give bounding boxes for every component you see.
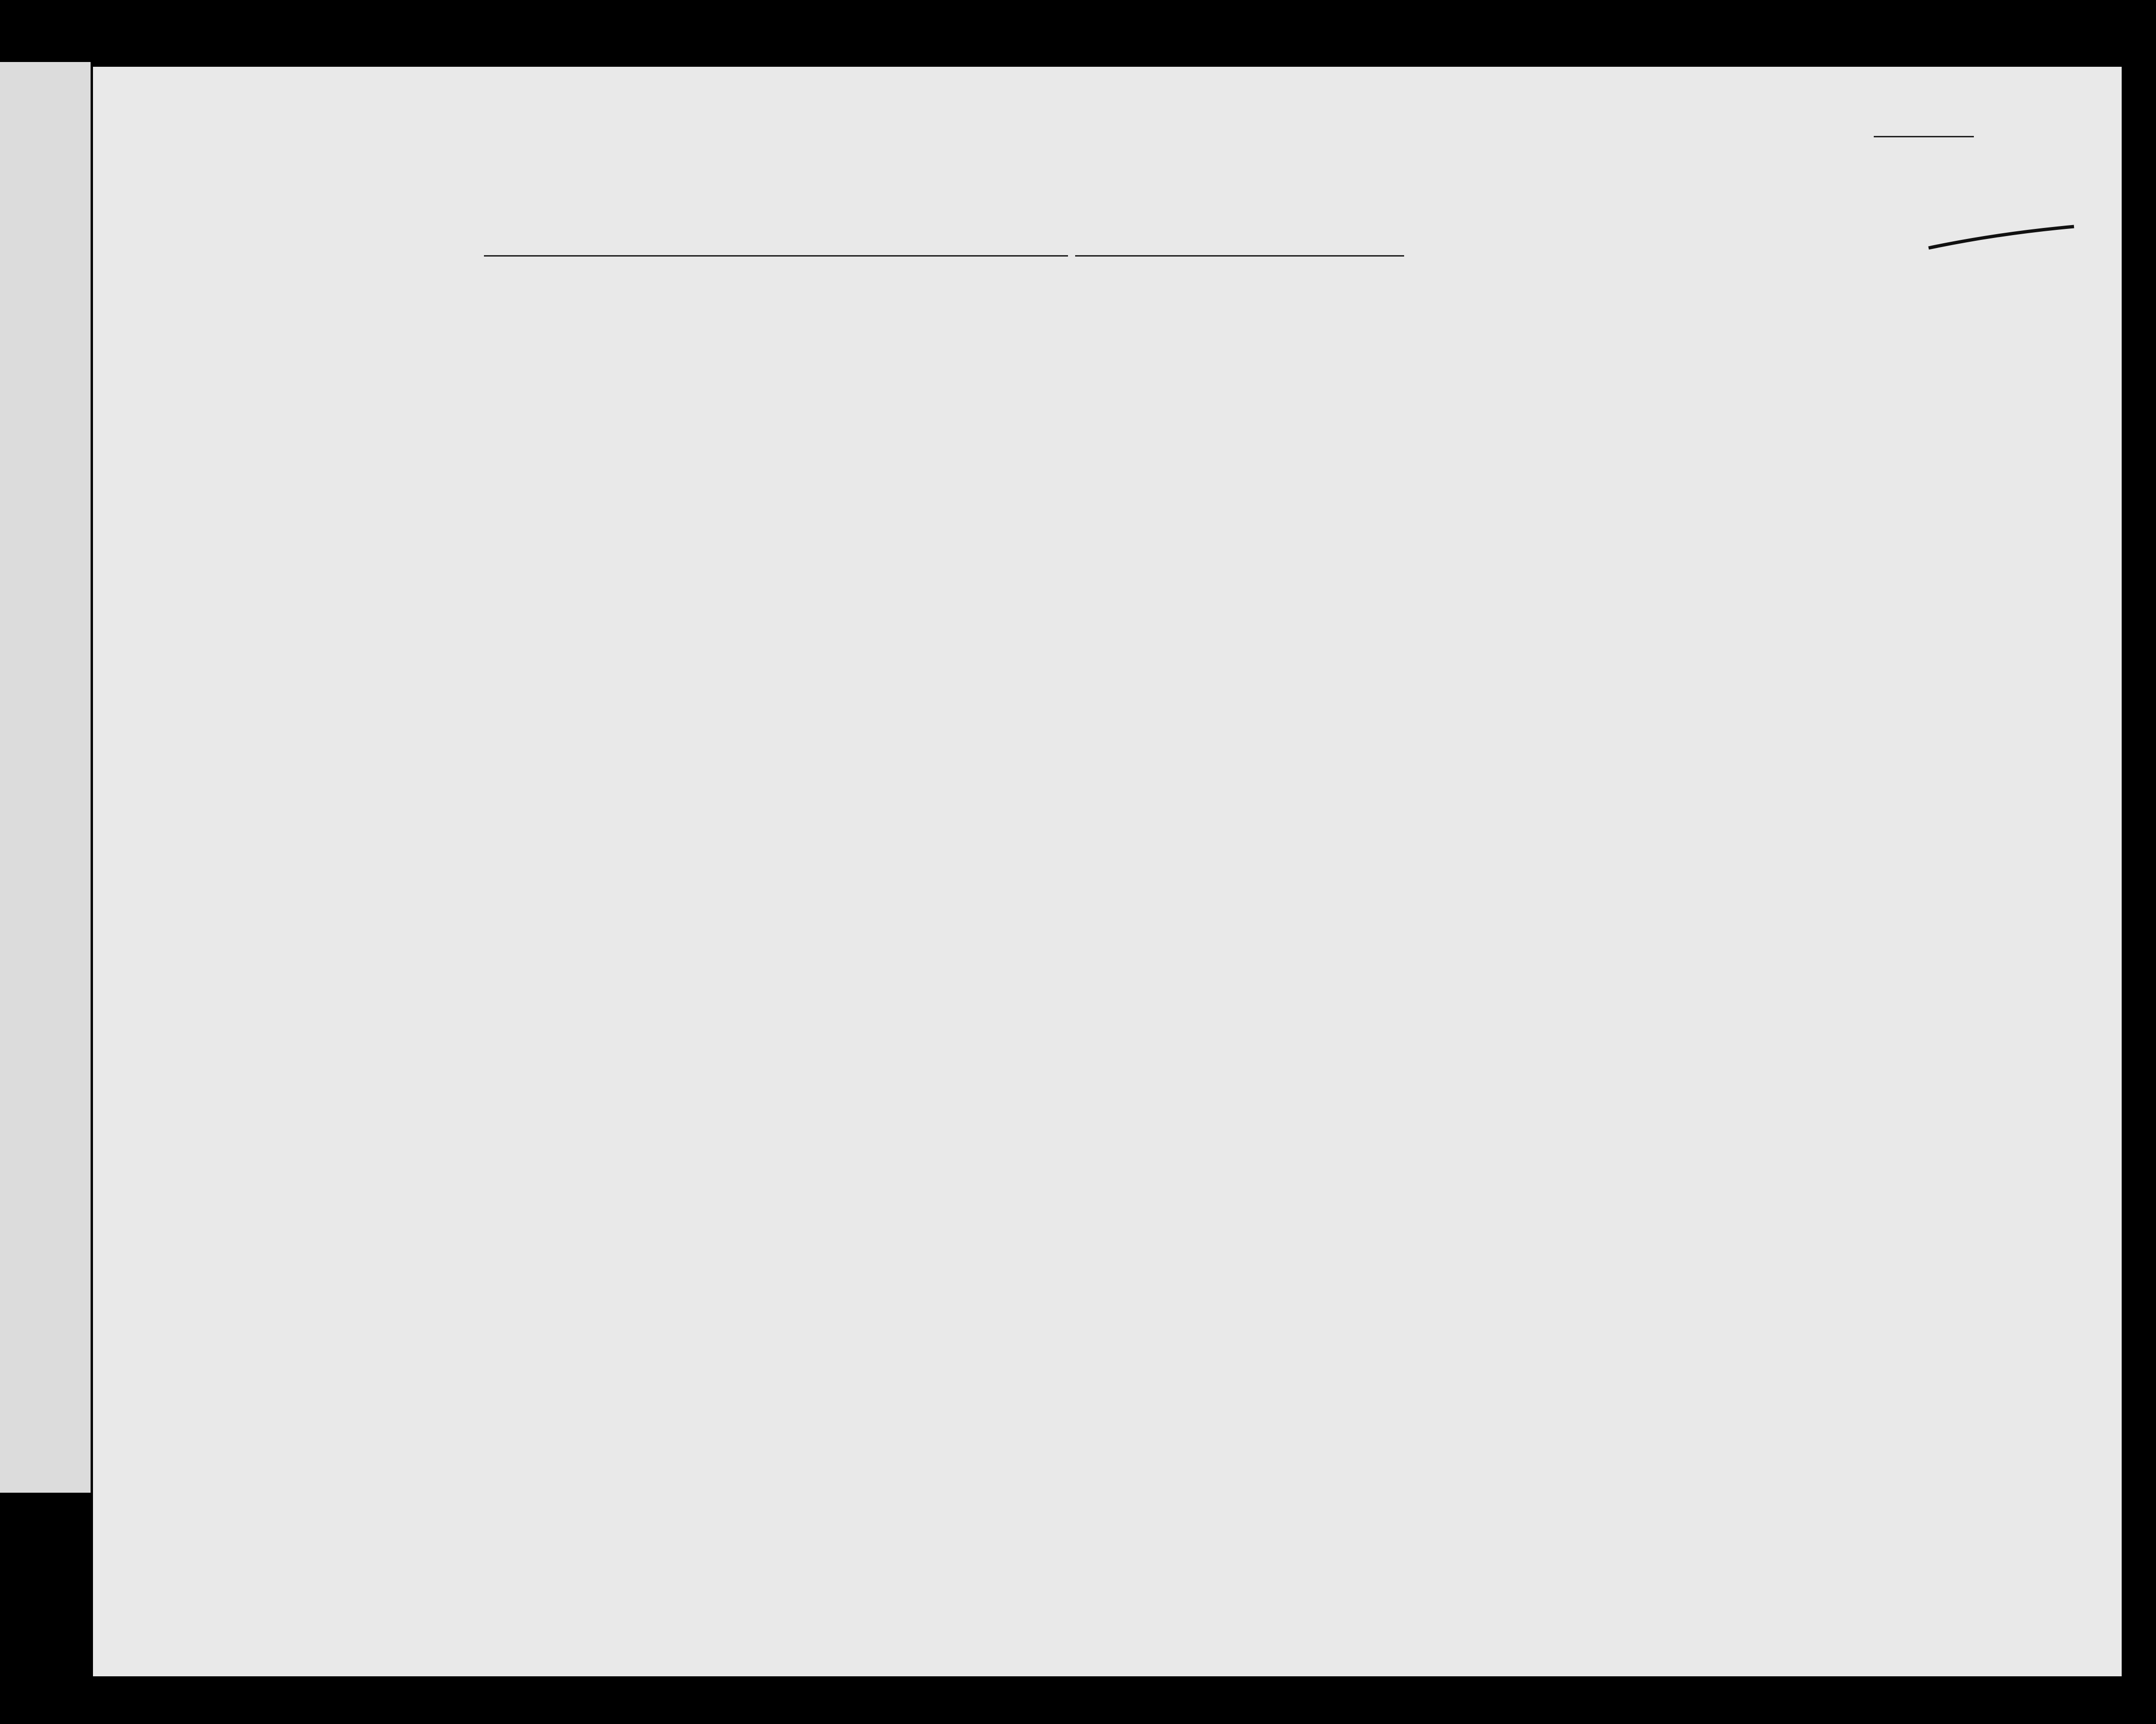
- previous-page-edge: [0, 62, 91, 1493]
- list-underline: [1874, 136, 1974, 137]
- handwritten-underline: [1926, 224, 2079, 253]
- manifest-page: [93, 67, 2122, 1676]
- date-underline: [1075, 255, 1404, 257]
- port-underline: [484, 255, 1068, 257]
